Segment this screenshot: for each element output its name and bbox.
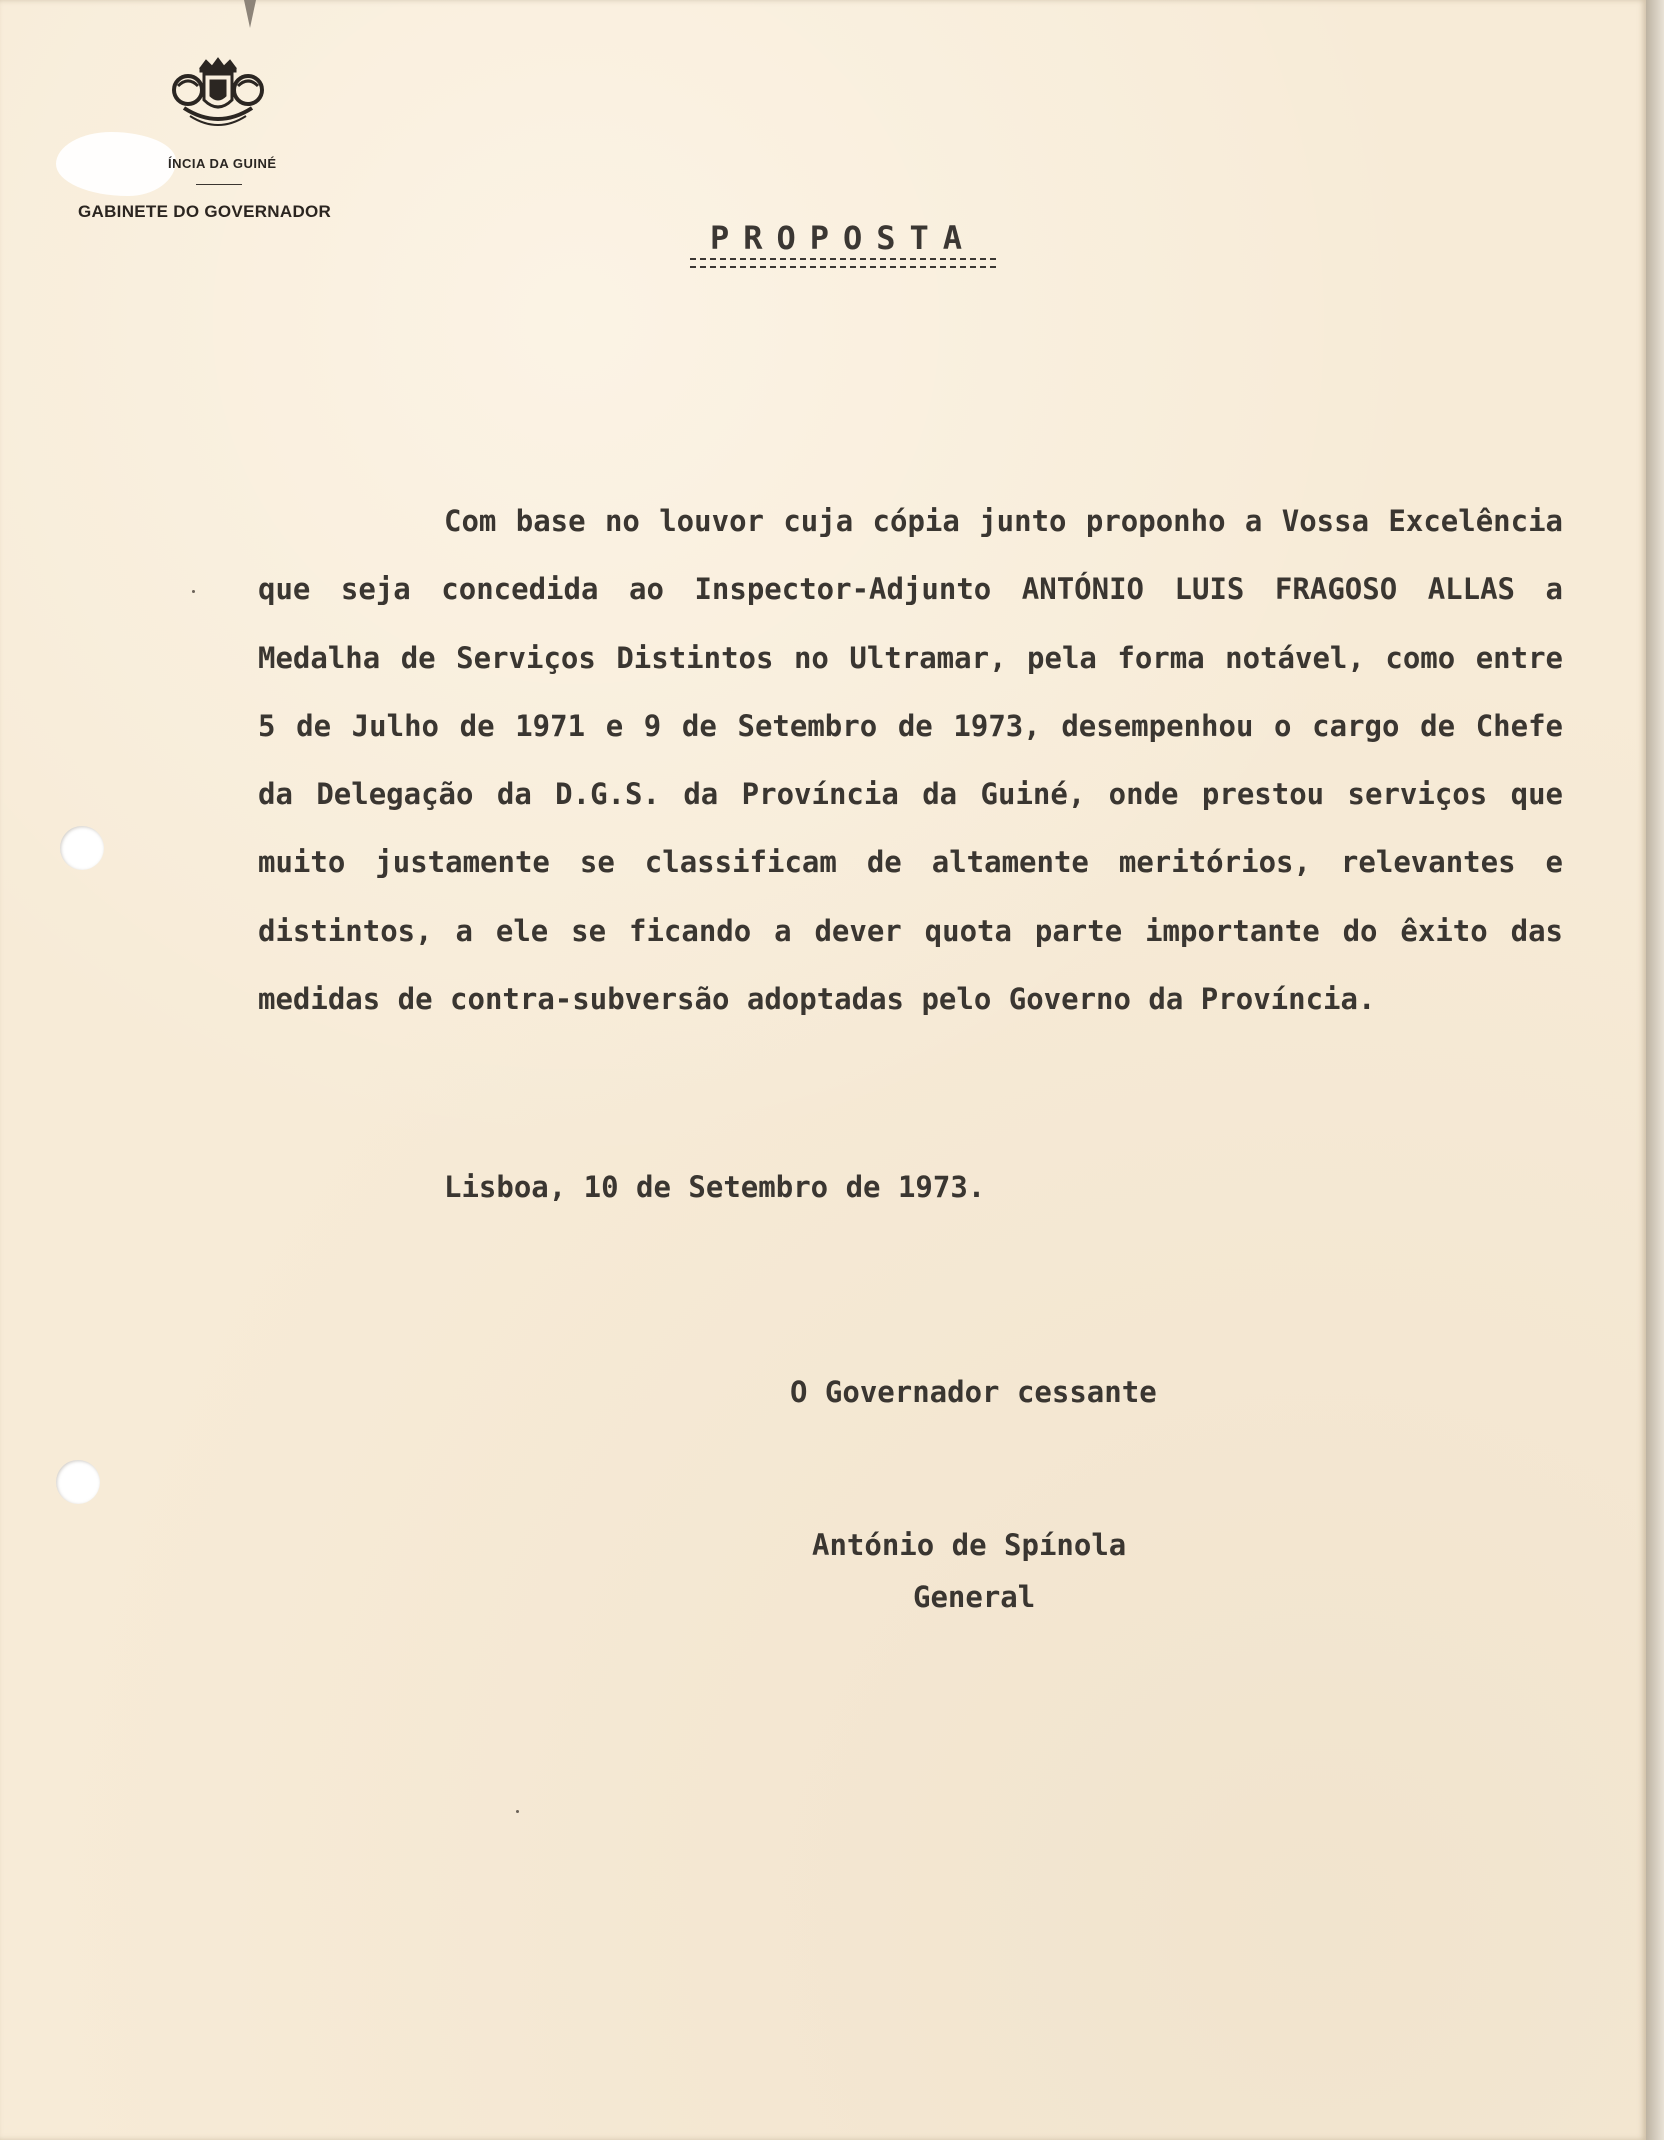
ink-speck (192, 590, 195, 593)
paper-mark (244, 0, 256, 28)
ink-speck (516, 1810, 519, 1813)
punch-hole (56, 1460, 100, 1504)
page-edge (1646, 0, 1664, 2140)
letterhead-province: ÍNCIA DA GUINÉ (168, 156, 277, 171)
paper-stain (56, 132, 176, 196)
signatory-name: António de Spínola (812, 1528, 1127, 1562)
place-date: Lisboa, 10 de Setembro de 1973. (444, 1170, 986, 1204)
punch-hole (60, 826, 104, 870)
signatory-role: O Governador cessante (790, 1375, 1157, 1409)
coat-of-arms-emblem (170, 56, 266, 136)
letterhead-rule (196, 184, 242, 185)
body-paragraph: Com base no louvor cuja cópia junto proponho a Vossa Excelência que seja concedida ao Inspector-Adjunto ANTÓNIO LUIS FRAGOSO ALLAS a Medalha de Serviços Distintos no Ultramar, pela forma notável, como entre 5 de Julho de 1971 e 9 de Setembro de 1973, desempenhou o cargo de Chefe da Delegação da D.G.S. da Província da Guiné, onde prestou serviços que muito justamente se classificam de altamente meritórios, relevantes e distintos, a ele se ficando a dever quota parte importante do êxito das medidas de contra-subversão adoptadas pelo Governo da Província. (258, 504, 1563, 1017)
title-underline (690, 258, 996, 268)
document-title: PROPOSTA (709, 219, 977, 257)
document-title-block (690, 219, 996, 268)
letterhead-cabinet: GABINETE DO GOVERNADOR (78, 202, 332, 221)
signatory-rank: General (913, 1580, 1036, 1614)
